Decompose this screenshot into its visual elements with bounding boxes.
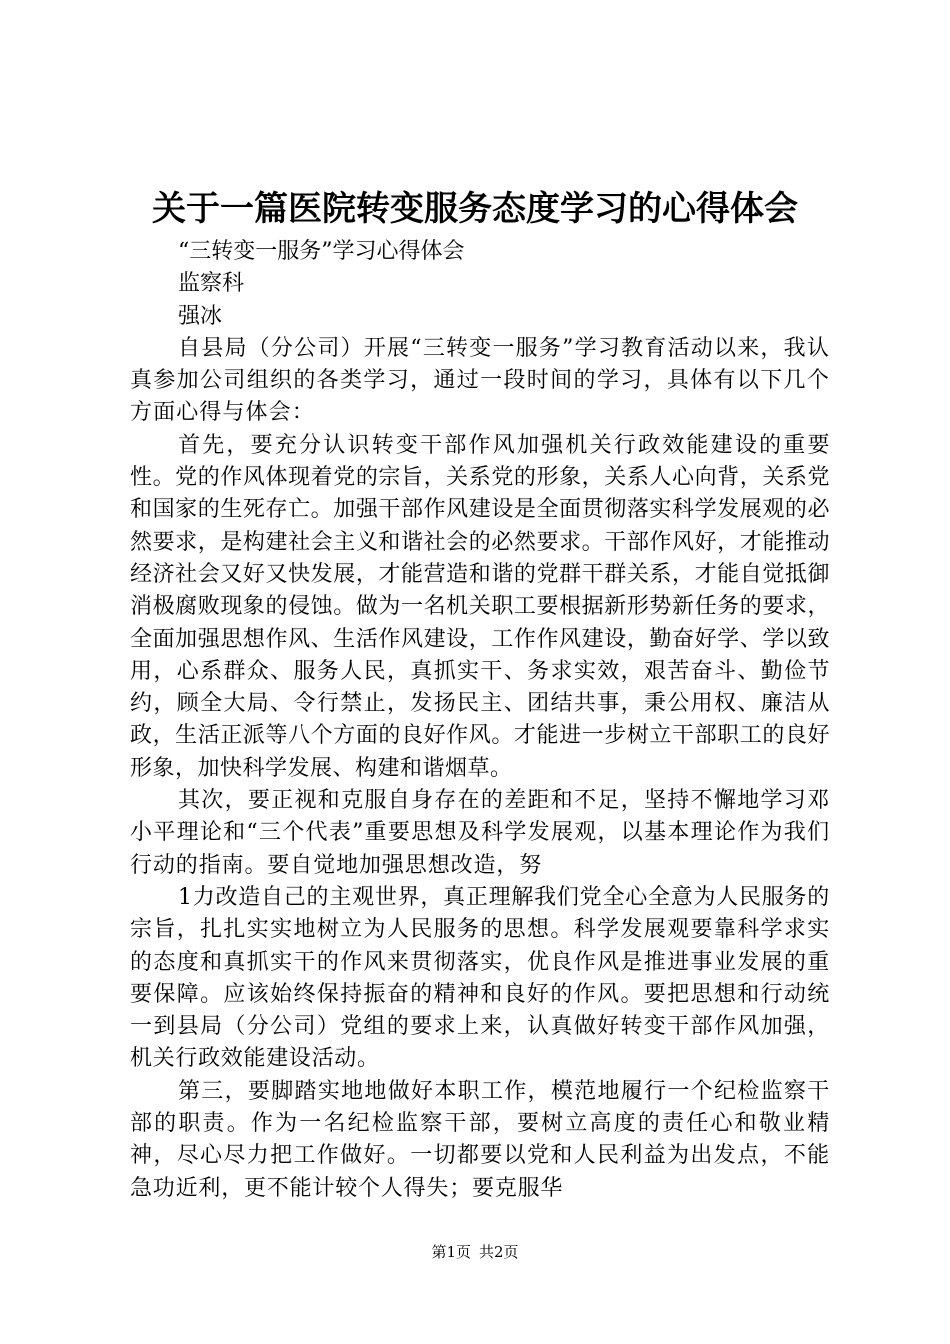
author-line: 强冰: [178, 303, 223, 329]
paragraph-third-point: 第三，要脚踏实地地做好本职工作，模范地履行一个纪检监察干部的职责。作为一名纪检监察干部，要树立高度的责任心和敬业精神，尽心尽力把工作做好。一切都要以党和人民利益为出发点，不能急功近利，更不能计较个人得失；要克服华: [130, 1078, 830, 1201]
document-title: 关于一篇医院转变服务态度学习的心得体会: [152, 189, 798, 229]
page-number: 第1页: [431, 1243, 471, 1261]
paragraph-first-point: 首先，要充分认识转变干部作风加强机关行政效能建设的重要性。党的作风体现着党的宗旨，关系党的形象，关系人心向背，关系党和国家的生死存亡。加强干部作风建设是全面贯彻落实科学发展观的必然要求，是构建社会主义和谐社会的必然要求。干部作风好，才能推动经济社会又好又快发展，才能营造和谐的党群干群关系，才能自觉抵御消极腐败现象的侵蚀。做为一名机关职工要根据新形势新任务的要求，全面加强思想作风、生活作风建设，工作作风建设，勤奋好学、学以致用，心系群众、服务人民，真抓实干、务求实效，艰苦奋斗、勤俭节约，顾全大局、令行禁止，发扬民主、团结共事，秉公用权、廉洁从政，生活正派等八个方面的良好作风。才能进一步树立干部职工的良好形象，加快科学发展、构建和谐烟草。: [130, 432, 830, 781]
document-subtitle: “三转变一服务”学习心得体会: [178, 239, 465, 264]
paragraph-second-point: 其次，要正视和克服自身存在的差距和不足，坚持不懈地学习邓小平理论和“三个代表”重要思想及科学发展观，以基本理论作为我们行动的指南。要自觉地加强思想改造，努: [130, 788, 830, 878]
document-body: [130, 236, 830, 1205]
page-footer: [0, 1242, 950, 1262]
paragraph-second-point-continued: 1力改造自己的主观世界，真正理解我们党全心全意为人民服务的宗旨，扎扎实实地树立为人民服务的思想。科学发展观要靠科学求实的态度和真抓实干的作风来贯彻落实，优良作风是推进事业发展的重要保障。应该始终保持振奋的精神和良好的作风。要把思想和行动统一到县局（分公司）党组的要求上来，认真做好转变干部作风加强，机关行政效能建设活动。: [130, 884, 830, 1072]
paragraph-intro: 自县局（分公司）开展“三转变一服务”学习教育活动以来，我认真参加公司组织的各类学习，通过一段时间的学习，具体有以下几个方面心得与体会：: [130, 335, 830, 426]
department-line: 监察科: [178, 271, 245, 297]
page-total: 共2页: [479, 1243, 519, 1261]
